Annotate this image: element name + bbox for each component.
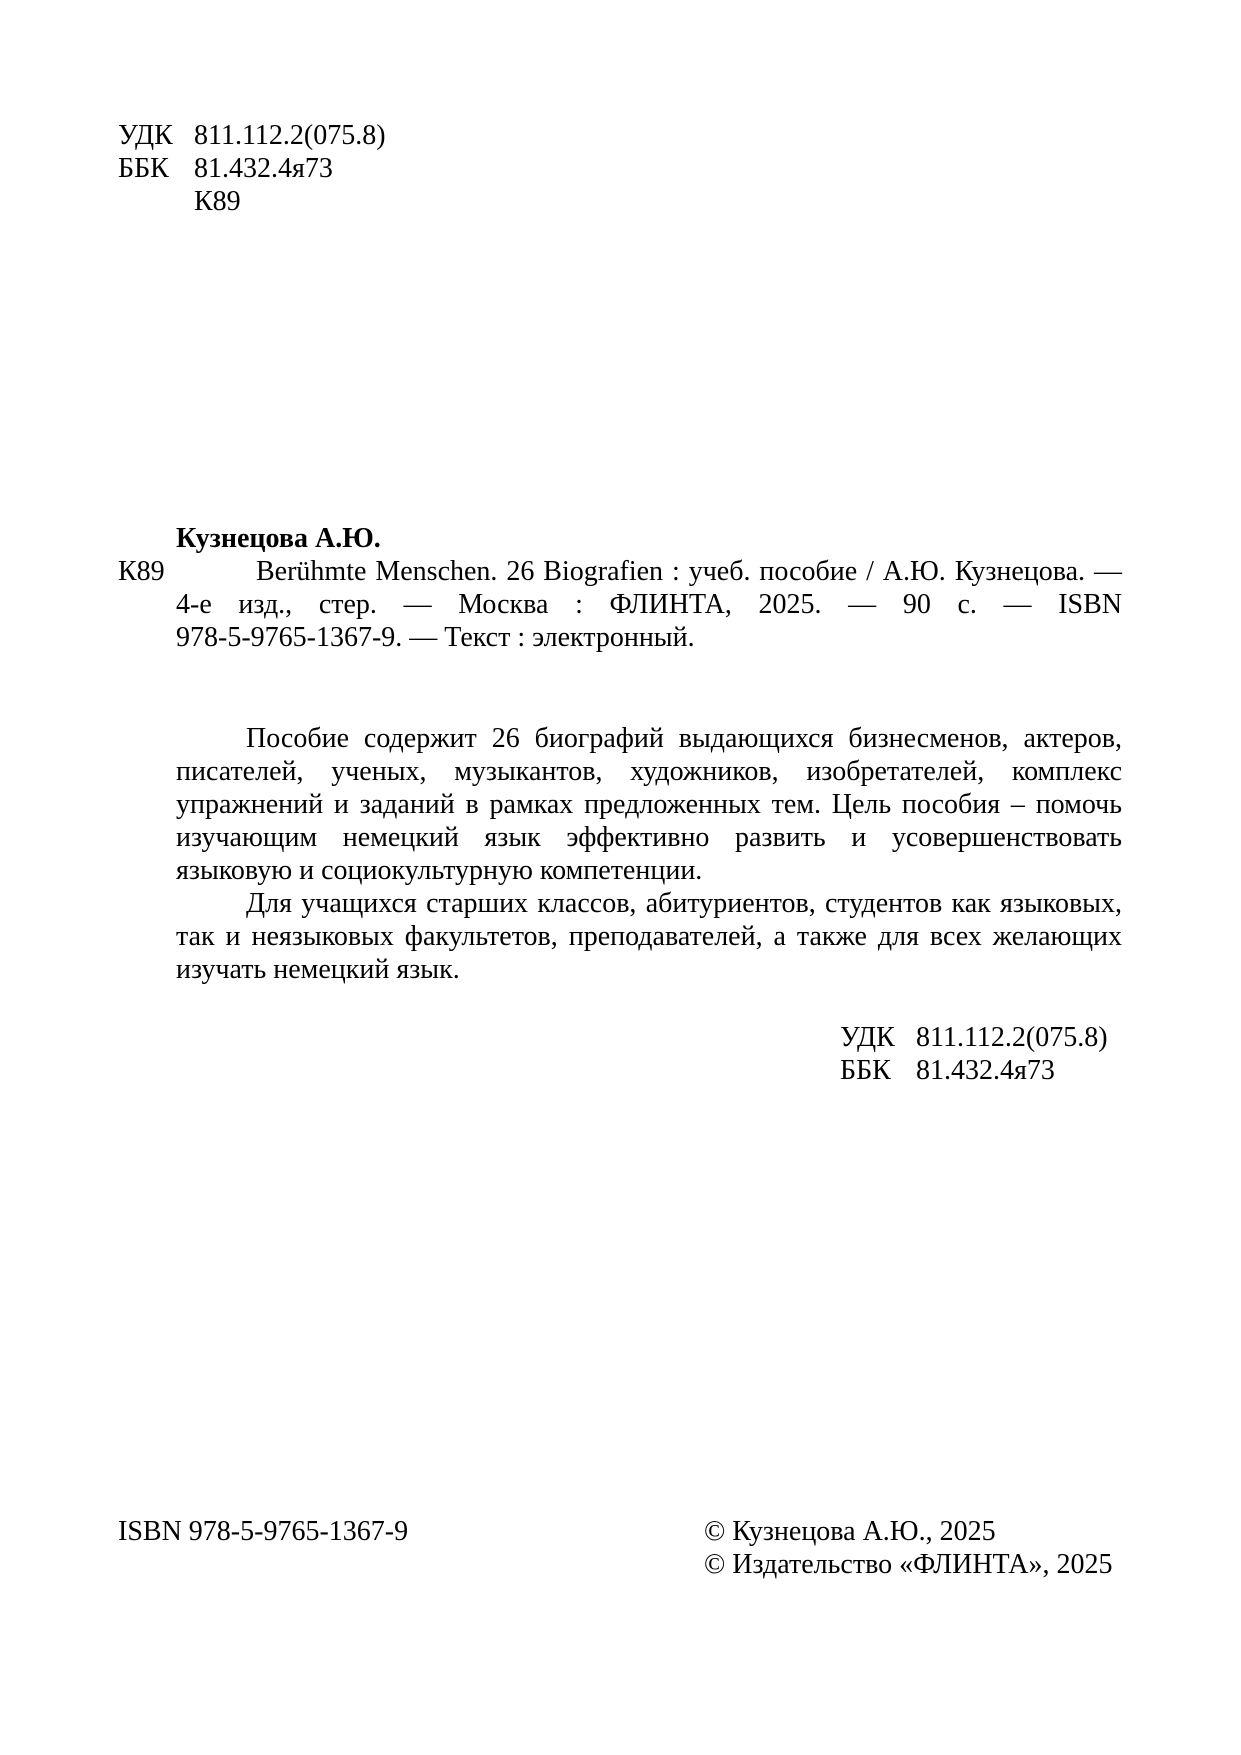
udk-code-row bbox=[840, 1021, 1108, 1054]
audience-paragraph: Для учащихся старших классов, абитуриентов, студентов как языковых, так и неязыковых факультетов, преподавателей, а также для всех желающих изучать немецкий язык. bbox=[176, 888, 1122, 985]
bbk-code-row bbox=[840, 1054, 1108, 1087]
abstract bbox=[176, 722, 1122, 986]
biblio-line: Berühmte Menschen. 26 Biografien : учеб. пособие / А.Ю. Кузнецова. — bbox=[256, 556, 1122, 587]
bbk-label: ББК bbox=[118, 153, 169, 184]
bbk-value: 81.432.4я73 bbox=[194, 153, 333, 184]
udk-label: УДК bbox=[840, 1022, 895, 1053]
copyright-publisher: © Издательство «ФЛИНТА», 2025 bbox=[704, 1549, 1113, 1580]
copyright-author: © Кузнецова А.Ю., 2025 bbox=[704, 1516, 996, 1547]
udk-label: УДК bbox=[118, 120, 173, 151]
udk-value: 811.112.2(075.8) bbox=[916, 1022, 1108, 1053]
copyright-block bbox=[704, 1515, 1112, 1581]
abstract-paragraph: Пособие содержит 26 биографий выдающихся бизнесменов, актеров, писателей, ученых, музыкантов, художников, изобретателей, комплекс упражнений и заданий в рамках предложенных тем. Цель пособия – помочь изучающим немецкий язык эффективно развить и усовершенствовать языковую и социокультурную компетенции. bbox=[176, 723, 1122, 886]
bibliographic-description bbox=[176, 555, 1122, 654]
udk-code-row bbox=[118, 119, 386, 152]
bbk-code-row bbox=[118, 152, 386, 185]
author-cutter-code: К89 bbox=[194, 186, 241, 217]
classification-codes-bottom bbox=[840, 1021, 1108, 1087]
biblio-line: 4-е изд., стер. — Москва : ФЛИНТА, 2025. — 90 с. — ISBN bbox=[176, 589, 1122, 620]
bbk-label: ББК bbox=[840, 1055, 891, 1086]
author-heading: Кузнецова А.Ю. bbox=[176, 523, 381, 554]
classification-codes-top bbox=[118, 119, 386, 218]
isbn: ISBN 978-5-9765-1367-9 bbox=[118, 1516, 409, 1547]
udk-value: 811.112.2(075.8) bbox=[194, 120, 386, 151]
biblio-line: 978-5-9765-1367-9. — Текст : электронный. bbox=[176, 622, 695, 653]
bbk-value: 81.432.4я73 bbox=[916, 1055, 1055, 1086]
record-cutter-code: К89 bbox=[118, 556, 165, 587]
